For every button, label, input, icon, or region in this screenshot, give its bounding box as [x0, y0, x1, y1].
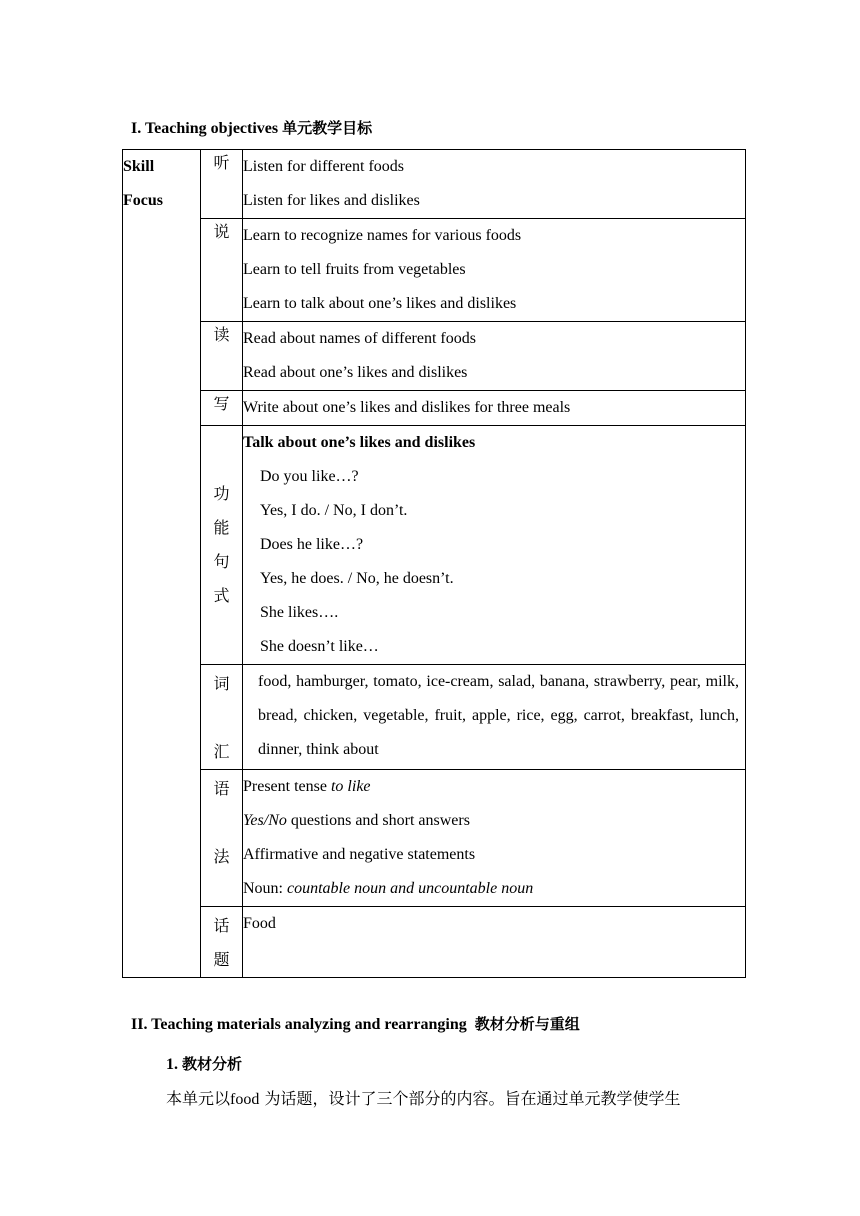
list-item: She doesn’t like… — [260, 638, 379, 655]
category-char: 词 — [213, 674, 230, 693]
category-vocabulary — [201, 665, 243, 770]
section-2-title-en: II. Teaching materials analyzing and rearranging — [131, 1016, 467, 1033]
section-1-title-cn: 单元教学目标 — [282, 119, 373, 137]
vocabulary-content — [243, 665, 746, 770]
table-row-vocabulary — [123, 665, 746, 770]
table-row-reading — [123, 322, 746, 391]
category-char: 话 — [213, 916, 230, 935]
table-row-speaking — [123, 219, 746, 322]
speaking-content — [243, 219, 746, 322]
list-item: Yes/No questions and short answers — [243, 812, 470, 829]
category-functions — [201, 426, 243, 665]
list-item: Listen for likes and dislikes — [243, 192, 420, 209]
functions-content — [243, 426, 746, 665]
list-item: Learn to tell fruits from vegetables — [243, 261, 466, 278]
writing-content — [243, 391, 746, 426]
list-item: Read about one’s likes and dislikes — [243, 364, 468, 381]
vocabulary-list: food, hamburger, tomato, ice-cream, salad, banana, strawberry, pear, milk, bread, chicken, vegetable, fruit, apple, rice, egg, carrot, breakfast, lunch, dinner, think about — [258, 673, 739, 758]
body-paragraph: 本单元以food 为话题，设计了三个部分的内容。旨在通过单元教学使学生 — [166, 1089, 681, 1108]
category-char: 题 — [213, 950, 230, 969]
section-2-title-cn: 教材分析与重组 — [474, 1015, 580, 1033]
list-item: Present tense to like — [243, 778, 371, 795]
list-item: Learn to talk about one’s likes and dislikes — [243, 295, 517, 312]
list-item: Read about names of different foods — [243, 330, 476, 347]
topic-content — [243, 907, 746, 978]
category-char: 语 — [213, 779, 230, 798]
section-1-title-en: Teaching objectives — [144, 120, 279, 137]
category-char: 能 — [213, 518, 230, 537]
table-row-grammar — [123, 770, 746, 907]
reading-content — [243, 322, 746, 391]
skill-focus-cell — [123, 150, 201, 978]
list-item: Affirmative and negative statements — [243, 846, 476, 863]
category-char: 法 — [213, 847, 230, 866]
skill-label: Skill — [123, 158, 155, 175]
table-row-writing — [123, 391, 746, 426]
category-topic — [201, 907, 243, 978]
focus-label: Focus — [123, 192, 163, 209]
category-char: 式 — [213, 586, 230, 605]
list-item: She likes…. — [260, 604, 339, 621]
table-row-listening — [123, 150, 746, 219]
list-item: Do you like…? — [260, 468, 359, 485]
category-char: 汇 — [213, 742, 230, 761]
list-item: Listen for different foods — [243, 158, 404, 175]
list-item: Yes, I do. / No, I don’t. — [260, 502, 408, 519]
objectives-table — [122, 149, 746, 978]
subsection-number: 1. — [166, 1056, 178, 1073]
category-char: 功 — [213, 484, 230, 503]
category-grammar — [201, 770, 243, 907]
topic-text: Food — [243, 915, 276, 932]
list-item: Noun: countable noun and uncountable noun — [243, 880, 534, 897]
category-writing: 写 — [201, 391, 243, 426]
list-item: Yes, he does. / No, he doesn’t. — [260, 570, 454, 587]
grammar-content — [243, 770, 746, 907]
list-item: Write about one’s likes and dislikes for three meals — [243, 399, 571, 416]
category-speaking: 说 — [201, 219, 243, 322]
list-item: Does he like…? — [260, 536, 364, 553]
section-1-heading — [131, 117, 372, 138]
category-char: 句 — [213, 552, 230, 571]
section-1-number: I. — [131, 120, 142, 137]
category-listening: 听 — [201, 150, 243, 219]
subsection-title: 教材分析 — [182, 1055, 243, 1073]
table-row-functions — [123, 426, 746, 665]
function-title: Talk about one’s likes and dislikes — [243, 434, 476, 451]
section-2-heading — [131, 1013, 580, 1034]
subsection-heading — [166, 1053, 242, 1074]
list-item: Learn to recognize names for various foods — [243, 227, 522, 244]
listening-content — [243, 150, 746, 219]
table-row-topic — [123, 907, 746, 978]
category-reading: 读 — [201, 322, 243, 391]
